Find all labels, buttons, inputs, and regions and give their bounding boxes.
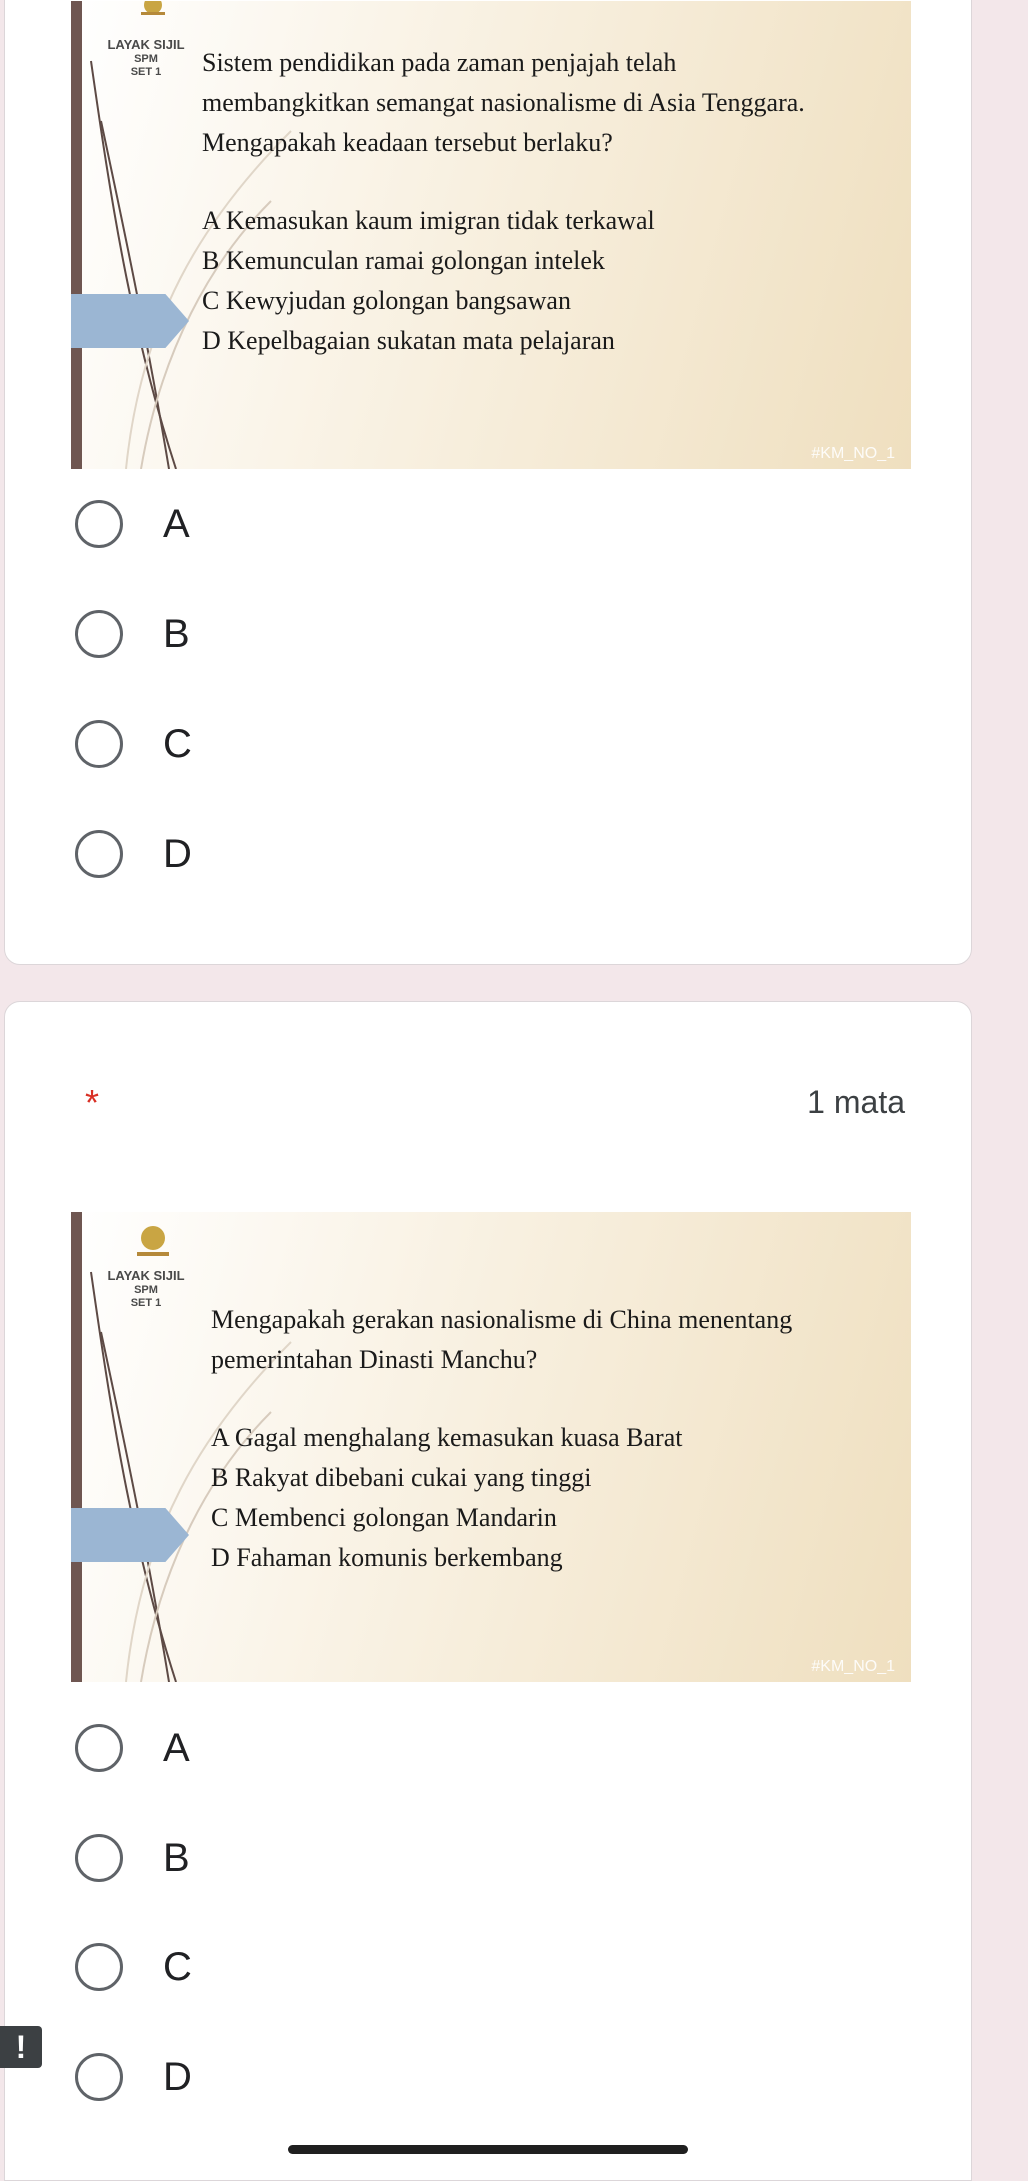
question-card-1	[4, 0, 972, 965]
question-2-image	[71, 1212, 911, 1682]
radio-unchecked-icon[interactable]	[75, 2053, 123, 2101]
option-a[interactable]	[75, 494, 190, 554]
question-card-2	[4, 1001, 972, 2181]
slide-tab-shape	[71, 294, 189, 348]
option-label: A	[163, 501, 190, 546]
slide-tag: #KM_NO_1	[811, 445, 895, 462]
radio-unchecked-icon[interactable]	[75, 1834, 123, 1882]
question-choices: A Kemasukan kaum imigran tidak terkawal B Kemunculan ramai golongan intelek C Kewyjudan golongan bangsawan D Kepelbagaian sukatan mata pelajaran	[202, 206, 655, 355]
radio-unchecked-icon[interactable]	[75, 830, 123, 878]
radio-unchecked-icon[interactable]	[75, 720, 123, 768]
question-stem: Mengapakah gerakan nasionalisme di China menentang pemerintahan Dinasti Manchu?	[211, 1305, 793, 1374]
layak-sijil-label: LAYAK SIJIL SPM SET 1	[107, 1268, 185, 1309]
option-b[interactable]	[75, 1828, 190, 1888]
option-label: B	[163, 1835, 190, 1880]
question-1-image	[71, 1, 911, 469]
radio-unchecked-icon[interactable]	[75, 500, 123, 548]
option-label: B	[163, 611, 190, 656]
option-label: C	[163, 721, 192, 766]
home-indicator[interactable]	[288, 2145, 688, 2154]
option-b[interactable]	[75, 604, 190, 664]
option-label: D	[163, 2054, 192, 2099]
radio-unchecked-icon[interactable]	[75, 610, 123, 658]
crest-icon	[123, 1222, 183, 1262]
radio-unchecked-icon[interactable]	[75, 1724, 123, 1772]
option-label: C	[163, 1944, 192, 1989]
alert-icon[interactable]: !	[0, 2026, 42, 2068]
option-d[interactable]	[75, 2047, 192, 2107]
radio-unchecked-icon[interactable]	[75, 1943, 123, 1991]
option-c[interactable]	[75, 1937, 192, 1997]
slide-tag: #KM_NO_1	[811, 1658, 895, 1675]
option-label: D	[163, 831, 192, 876]
layak-sijil-label: LAYAK SIJIL SPM SET 1	[107, 37, 185, 78]
required-asterisk: *	[85, 1082, 100, 1123]
question-stem: Sistem pendidikan pada zaman penjajah telah membangkitkan semangat nasionalisme di Asia Tenggara. Mengapakah keadaan tersebut berlaku?	[202, 48, 805, 157]
option-a[interactable]	[75, 1718, 190, 1778]
option-label: A	[163, 1725, 190, 1770]
crest-icon	[123, 1, 183, 17]
question-choices: A Gagal menghalang kemasukan kuasa Barat B Rakyat dibebani cukai yang tinggi C Membenci golongan Mandarin D Fahaman komunis berkembang	[211, 1423, 683, 1572]
option-d[interactable]	[75, 824, 192, 884]
slide-tab-shape	[71, 1508, 189, 1562]
option-c[interactable]	[75, 714, 192, 774]
points-label: 1 mata	[807, 1084, 905, 1120]
